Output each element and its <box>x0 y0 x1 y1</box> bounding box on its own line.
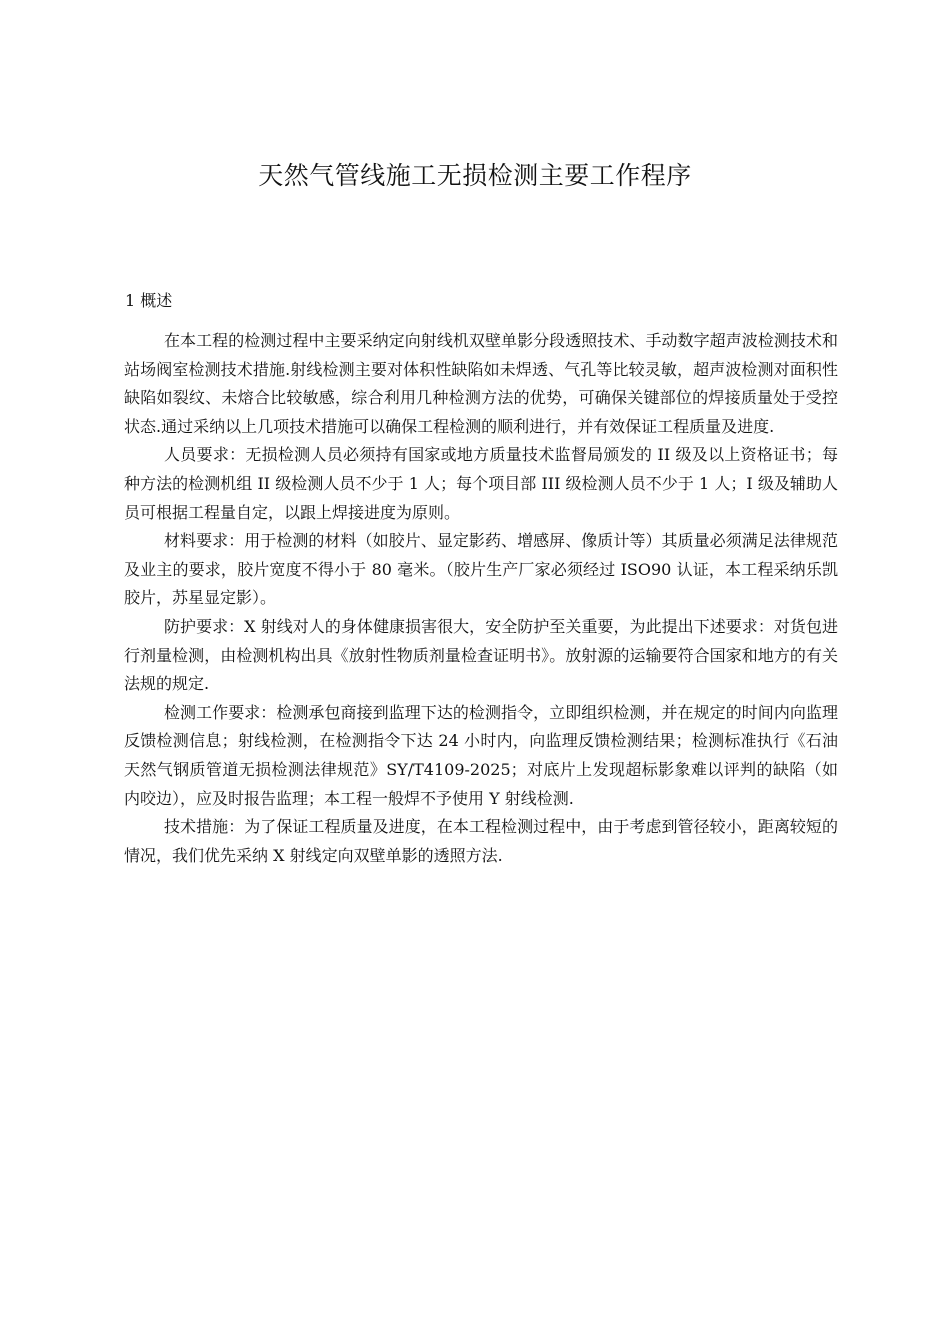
paragraph-inspection-work-requirements: 检测工作要求：检测承包商接到监理下达的检测指令，立即组织检测，并在规定的时间内向监理反馈检测信息；射线检测，在检测指令下达 24 小时内，向监理反馈检测结果；检测标准执行《石油天然气钢质管道无损检测法律规范》SY/T4109-2025；对底片上发现超标影象难以评判的缺陷（如内咬边），应及时报告监理；本工程一般焊不予使用 Y 射线检测. <box>124 702 838 808</box>
paragraph-overview: 在本工程的检测过程中主要采纳定向射线机双壁单影分段透照技术、手动数字超声波检测技术和站场阀室检测技术措施.射线检测主要对体积性缺陷如未焊透、气孔等比较灵敏，超声波检测对面积性缺陷如裂纹、未熔合比较敏感，综合利用几种检测方法的优势，可确保关键部位的焊接质量处于受控状态.通过采纳以上几项技术措施可以确保工程检测的顺利进行，并有效保证工程质量及进度. <box>124 331 838 436</box>
paragraph-technical-measures: 技术措施：为了保证工程质量及进度，在本工程检测过程中，由于考虑到管径较小，距离较短的情况，我们优先采纳 X 射线定向双壁单影的透照方法. <box>124 817 838 865</box>
paragraph-material-requirements: 材料要求：用于检测的材料（如胶片、显定影药、增感屏、像质计等）其质量必须满足法律规范及业主的要求，胶片宽度不得小于 80 毫米。（胶片生产厂家必须经过 ISO90 认证，本工程采纳乐凯胶片，苏星显定影）。 <box>124 531 838 608</box>
document-title: 天然气管线施工无损检测主要工作程序 <box>258 161 692 190</box>
paragraph-personnel-requirements: 人员要求：无损检测人员必须持有国家或地方质量技术监督局颁发的 II 级及以上资格证书；每种方法的检测机组 II 级检测人员不少于 1 人；每个项目部 III 级检测人员不少于 1 人；I 级及辅助人员可根据工程量自定，以跟上焊接进度为原则。 <box>124 445 838 522</box>
paragraph-protection-requirements: 防护要求：X 射线对人的身体健康损害很大，安全防护至关重要，为此提出下述要求：对货包进行剂量检测，由检测机构出具《放射性物质剂量检查证明书》。放射源的运输要符合国家和地方的有关法规的规定. <box>124 616 838 694</box>
section-body <box>124 327 838 870</box>
section-heading: 1 概述 <box>125 291 173 310</box>
